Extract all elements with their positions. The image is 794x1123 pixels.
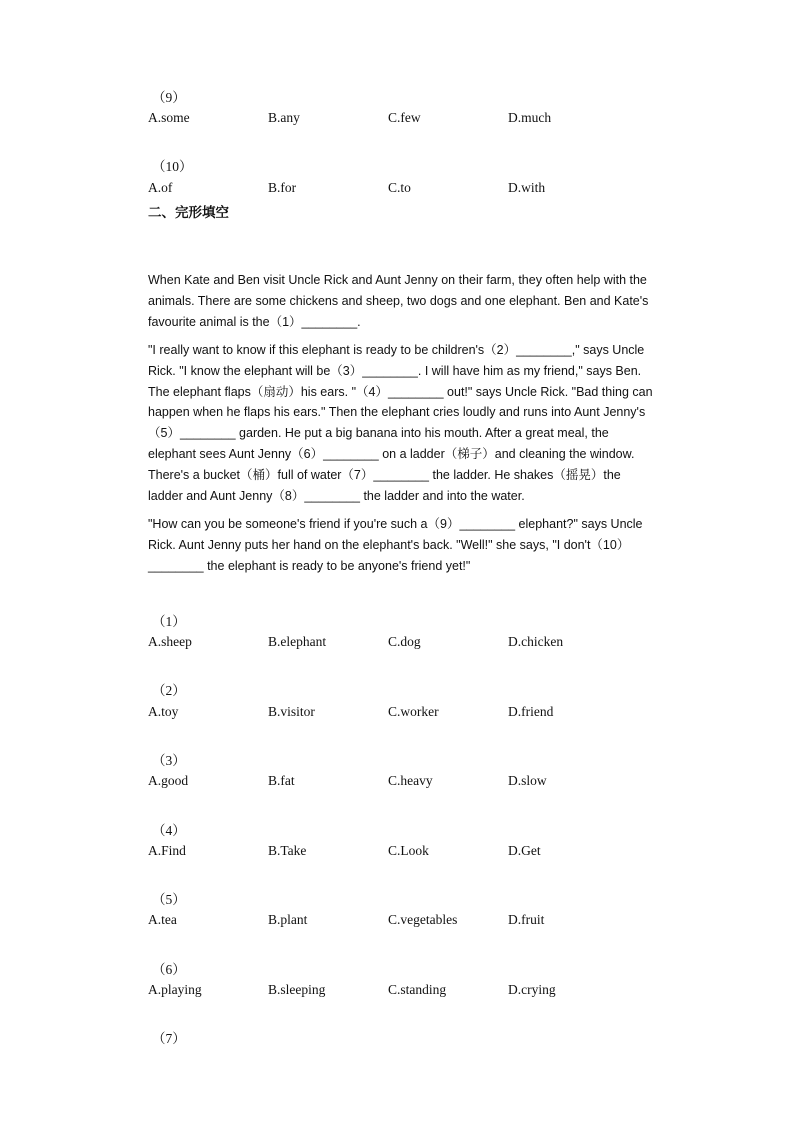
passage-line: ________ the elephant is ready to be anyone's friend yet!" xyxy=(148,558,471,573)
option-c[interactable]: C.to xyxy=(388,180,411,195)
passage-line: There's a bucket（桶）full of water（7）________ the ladder. He shakes（摇晃）the xyxy=(148,467,621,482)
option-c[interactable]: C.vegetables xyxy=(388,912,458,927)
passage-line: "I really want to know if this elephant is ready to be children's（2）________," says Uncle xyxy=(148,343,645,357)
question-number: （10） xyxy=(152,159,193,174)
option-c[interactable]: C.Look xyxy=(388,843,429,858)
option-b[interactable]: B.visitor xyxy=(268,704,315,719)
passage-line: animals. There are some chickens and sheep, two dogs and one elephant. Ben and Kate's xyxy=(148,293,649,308)
question-number: （5） xyxy=(152,892,186,907)
option-b[interactable]: B.any xyxy=(268,110,300,125)
option-d[interactable]: D.fruit xyxy=(508,912,545,927)
option-d[interactable]: D.Get xyxy=(508,843,541,858)
option-b[interactable]: B.for xyxy=(268,180,297,195)
passage-line: Rick. "I know the elephant will be（3）________. I will have him as my friend," says Ben. xyxy=(148,363,642,378)
option-a[interactable]: A.of xyxy=(148,180,173,195)
question-number: （2） xyxy=(152,683,186,698)
passage-line: （5）________ garden. He put a big banana into his mouth. After a great meal, the xyxy=(148,426,609,441)
option-d[interactable]: D.much xyxy=(508,110,552,125)
passage-line: happen when he flaps his ears." Then the elephant cries loudly and runs into Aunt Jenny's xyxy=(148,405,646,420)
option-a[interactable]: A.playing xyxy=(148,982,202,997)
question-number: （3） xyxy=(152,753,186,768)
option-a[interactable]: A.some xyxy=(148,110,190,125)
option-a[interactable]: A.tea xyxy=(148,912,177,927)
option-a[interactable]: A.sheep xyxy=(148,634,192,649)
option-a[interactable]: A.toy xyxy=(148,704,179,719)
option-b[interactable]: B.plant xyxy=(268,912,308,927)
passage-line: elephant sees Aunt Jenny（6）________ on a ladder（梯子）and cleaning the window. xyxy=(148,446,635,461)
option-b[interactable]: B.Take xyxy=(268,843,307,858)
passage-line: When Kate and Ben visit Uncle Rick and Aunt Jenny on their farm, they often help with the xyxy=(148,273,647,287)
option-d[interactable]: D.slow xyxy=(508,773,547,788)
option-c[interactable]: C.standing xyxy=(388,982,447,997)
passage-line: The elephant flaps（扇动）his ears. "（4）________ out!" says Uncle Rick. "Bad thing can xyxy=(148,384,653,399)
option-a[interactable]: A.good xyxy=(148,773,189,788)
passage-line: Rick. Aunt Jenny puts her hand on the elephant's back. "Well!" she says, "I don't（10） xyxy=(148,537,630,552)
option-b[interactable]: B.fat xyxy=(268,773,295,788)
option-d[interactable]: D.with xyxy=(508,180,546,195)
question-number: （4） xyxy=(152,823,186,838)
question-number: （6） xyxy=(152,962,186,977)
option-c[interactable]: C.heavy xyxy=(388,773,433,788)
option-d[interactable]: D.chicken xyxy=(508,634,564,649)
passage-paragraph-3 xyxy=(148,514,688,576)
passage-line: favourite animal is the（1）________. xyxy=(148,314,361,329)
option-a[interactable]: A.Find xyxy=(148,843,186,858)
option-b[interactable]: B.sleeping xyxy=(268,982,326,997)
option-c[interactable]: C.dog xyxy=(388,634,421,649)
question-number: （1） xyxy=(152,614,186,629)
option-c[interactable]: C.worker xyxy=(388,704,439,719)
passage-paragraph-2 xyxy=(148,340,688,506)
option-c[interactable]: C.few xyxy=(388,110,421,125)
passage-line: ladder and Aunt Jenny（8）________ the ladder and into the water. xyxy=(148,488,525,503)
question-number: （7） xyxy=(152,1031,186,1046)
passage-line: "How can you be someone's friend if you're such a（9）________ elephant?" says Uncle xyxy=(148,517,643,531)
option-d[interactable]: D.friend xyxy=(508,704,554,719)
option-b[interactable]: B.elephant xyxy=(268,634,327,649)
section-heading: 二、完形填空 xyxy=(148,205,229,221)
passage-paragraph-1 xyxy=(148,270,688,332)
option-d[interactable]: D.crying xyxy=(508,982,556,997)
question-number: （9） xyxy=(152,90,186,105)
